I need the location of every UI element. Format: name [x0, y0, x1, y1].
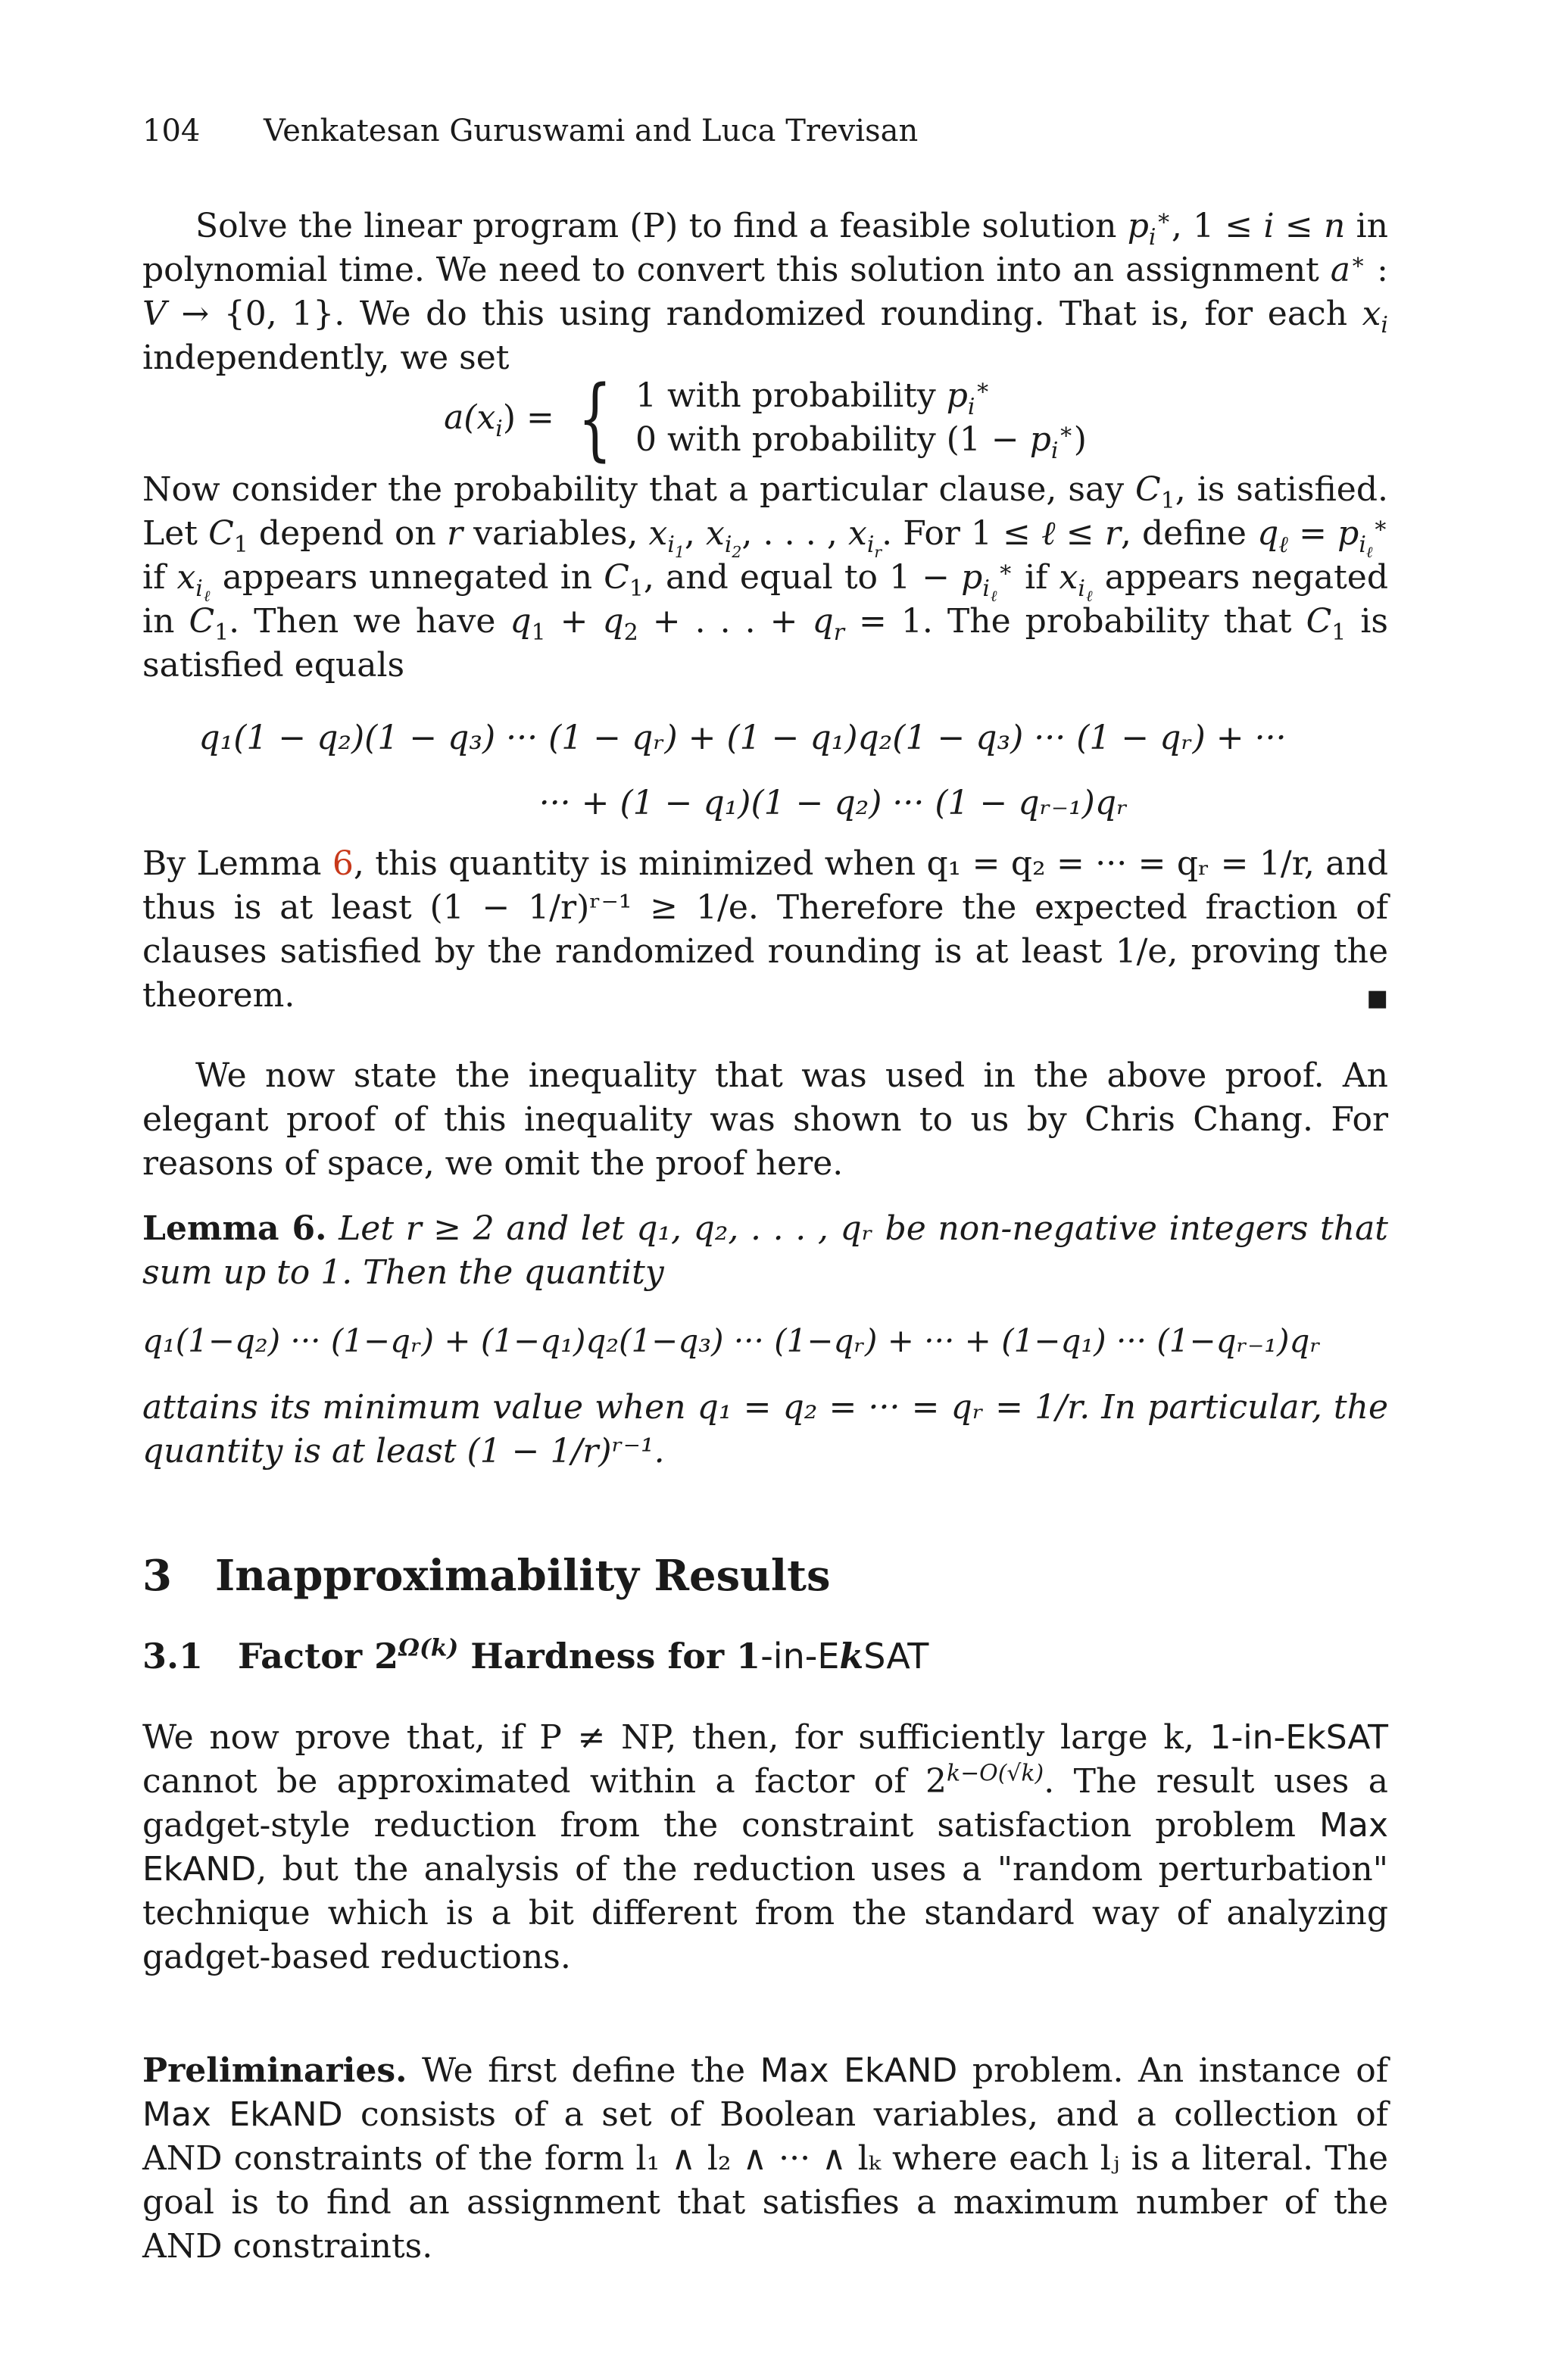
rounding-case-one: 1 with probability $p_i^∗$ — [635, 374, 991, 420]
paragraph-clause-probability: Now consider the probability that a particular clause, say $C_1$, is satisfied. Let $C_1$ depend on r variables, $x_{i_1}$, $x_{i_2}$, . . . , $x_{i_r}$. For 1 ≤ ℓ ≤ r, define $q_\ell = p_{i_\ell}^∗$ if $x_{i_\ell}$ appears unnegated in $C_1$, and equal to $1 - p_{i_\ell}^∗$ if $x_{i_\ell}$ appears negated in $C_1$. Then we have $q_1 + q_2$ + . . . + $q_r = 1$. The probability that $C_1$ is satisfied equals — [142, 470, 1389, 685]
rounding-case-zero: 0 with probability $(1 - p_i^∗)$ — [635, 418, 1087, 464]
qed-symbol: ■ — [1366, 985, 1388, 1012]
paragraph-main-result: We now prove that, if P ≠ NP, then, for sufficiently large k, 1-in-EkSAT cannot be approximated within a factor of $2^{k-O(√k)}$. The result uses a gadget-style reduction from the constraint satisfaction problem Max EkAND, but the analysis of the reduction uses a "random perturbation" technique which is a bit different from the standard way of analyzing gadget-based reductions. — [142, 1718, 1388, 1976]
lemma-reference-link[interactable]: 6 — [332, 844, 354, 883]
rounding-equation: $a(x_i)$ = { 1 with probability $p_i^∗$ 0 with probability $(1 - p_i^∗)$ — [444, 366, 1087, 470]
lemma-conclusion: attains its minimum value when q₁ = q₂ = ··· = qᵣ = 1/r. In particular, the quantity is at least (1 − 1/r)ʳ⁻¹. — [142, 1388, 1388, 1471]
preliminaries-heading: Preliminaries. — [142, 2051, 407, 2090]
author-line: Venkatesan Guruswami and Luca Trevisan — [264, 114, 919, 148]
rounding-lhs: a(x — [444, 398, 496, 437]
probability-sum-equation — [142, 716, 1388, 825]
paragraph-lemma-application: By Lemma 6, this quantity is minimized when q₁ = q₂ = ··· = qᵣ = 1/r, and thus is at least (1 − 1/r)ʳ⁻¹ ≥ 1/e. Therefore the expected fraction of clauses satisfied by the randomized rounding is at least 1/e, proving the theorem. ■ — [142, 842, 1388, 1018]
page-body — [142, 204, 1388, 2269]
lemma-heading: Lemma 6. — [142, 1209, 327, 1248]
paragraph-rounding-intro: Solve the linear program (P) to find a feasible solution $p_i^∗$, 1 ≤ i ≤ n in polynomial time. We need to convert this solution into an assignment a∗ : V → {0, 1}. We do this using randomized rounding. That is, for each $x_i$ independently, we set — [142, 204, 1389, 377]
running-head — [142, 114, 918, 148]
section-heading: 3 Inapproximability Results — [142, 1551, 831, 1601]
page-number: 104 — [142, 114, 201, 148]
subsection-heading: 3.1 Factor $2^{\Omega(k)}$ Hardness for 1-in-EkSAT — [142, 1634, 929, 1677]
lemma-statement: Lemma 6. Let r ≥ 2 and let q₁, q₂, . . . , qᵣ be non-negative integers that sum up to 1. Then the quantity — [142, 1209, 1388, 1292]
equation-line-2: ··· + (1 − q₁)(1 − q₂) ··· (1 − qᵣ₋₁)qᵣ — [538, 784, 1128, 822]
paragraph-inequality-intro: We now state the inequality that was used in the above proof. An elegant proof of this inequality was shown to us by Chris Chang. For reasons of space, we omit the proof here. — [142, 1056, 1388, 1183]
equation-line-1: q₁(1 − q₂)(1 − q₃) ··· (1 − qᵣ) + (1 − q₁)q₂(1 − q₃) ··· (1 − qᵣ) + ··· — [198, 719, 1287, 757]
lemma-equation: q₁(1−q₂) ··· (1−qᵣ) + (1−q₁)q₂(1−q₃) ··· (1−qᵣ) + ··· + (1−q₁) ··· (1−qᵣ₋₁)qᵣ — [142, 1322, 1321, 1359]
paragraph-preliminaries: Preliminaries. We first define the Max EkAND problem. An instance of Max EkAND consists of a set of Boolean variables, and a collection of AND constraints of the form l₁ ∧ l₂ ∧ ··· ∧ lₖ where each lⱼ is a literal. The goal is to find an assignment that satisfies a maximum number of the AND constraints. — [142, 2051, 1388, 2266]
